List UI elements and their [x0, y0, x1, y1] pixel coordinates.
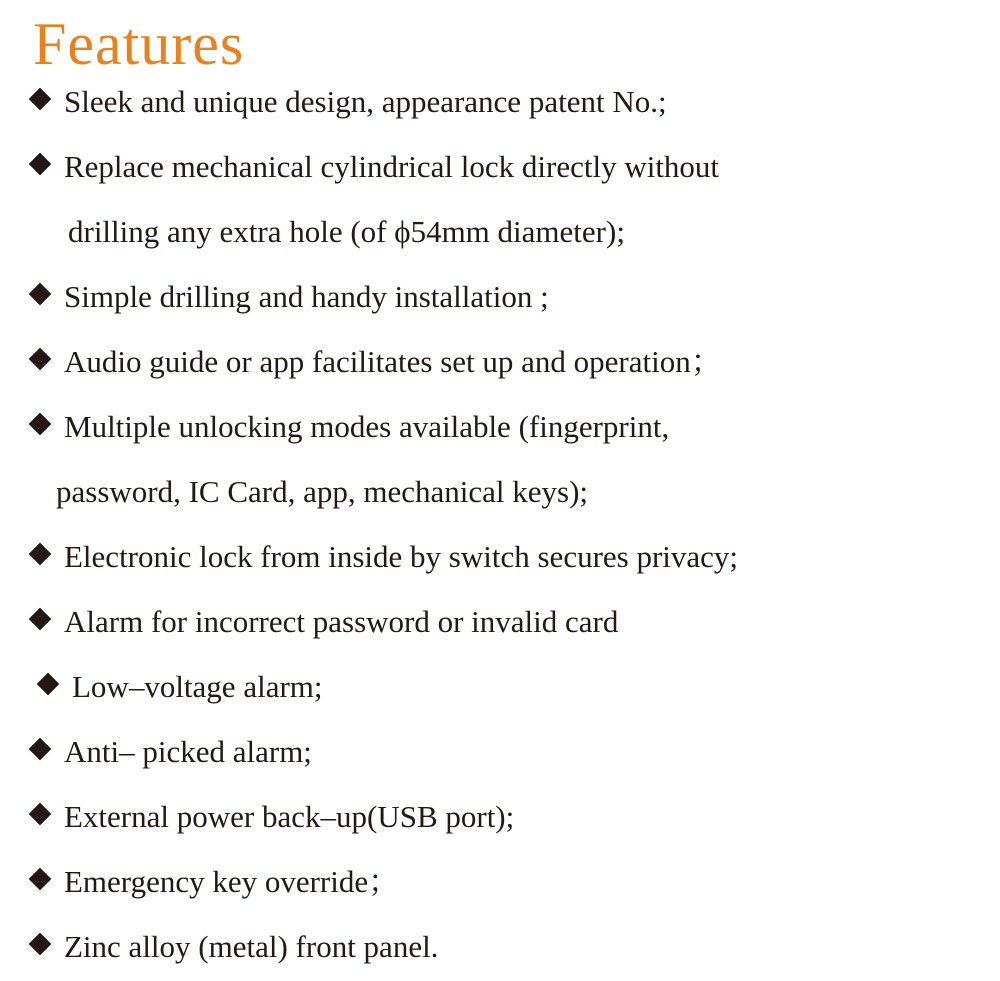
feature-text: Electronic lock from inside by switch secures privacy;	[64, 539, 739, 574]
page-title: Features	[33, 11, 245, 77]
diamond-bullet-icon	[29, 868, 52, 891]
feature-text: Replace mechanical cylindrical lock directly without	[64, 149, 720, 184]
diamond-bullet-icon	[29, 738, 52, 761]
diamond-bullet-icon	[37, 673, 60, 696]
diamond-bullet-icon	[29, 88, 52, 111]
diamond-bullet-icon	[29, 283, 52, 306]
diamond-bullet-icon	[29, 933, 52, 956]
diamond-bullet-icon	[29, 803, 52, 826]
feature-text: Audio guide or app facilitates set up and operation；	[64, 344, 722, 379]
feature-text: Sleek and unique design, appearance patent No.;	[64, 84, 667, 119]
diamond-bullet-icon	[29, 543, 52, 566]
diamond-bullet-icon	[29, 348, 52, 371]
feature-text: Zinc alloy (metal) front panel.	[64, 929, 439, 964]
feature-text: password, IC Card, app, mechanical keys);	[56, 474, 589, 509]
feature-text: drilling any extra hole (of ϕ54mm diameter);	[68, 214, 625, 249]
diamond-bullet-icon	[29, 413, 52, 436]
feature-text: External power back–up(USB port);	[64, 799, 515, 834]
feature-text: Multiple unlocking modes available (fingerprint,	[64, 409, 670, 444]
feature-text: Emergency key override；	[64, 864, 400, 899]
feature-text: Alarm for incorrect password or invalid card	[64, 604, 619, 639]
feature-text: Simple drilling and handy installation ;	[64, 279, 549, 314]
feature-text: Low–voltage alarm;	[72, 669, 323, 704]
diamond-bullet-icon	[29, 153, 52, 176]
diamond-bullet-icon	[29, 608, 52, 631]
feature-text: Anti– picked alarm;	[64, 734, 312, 769]
